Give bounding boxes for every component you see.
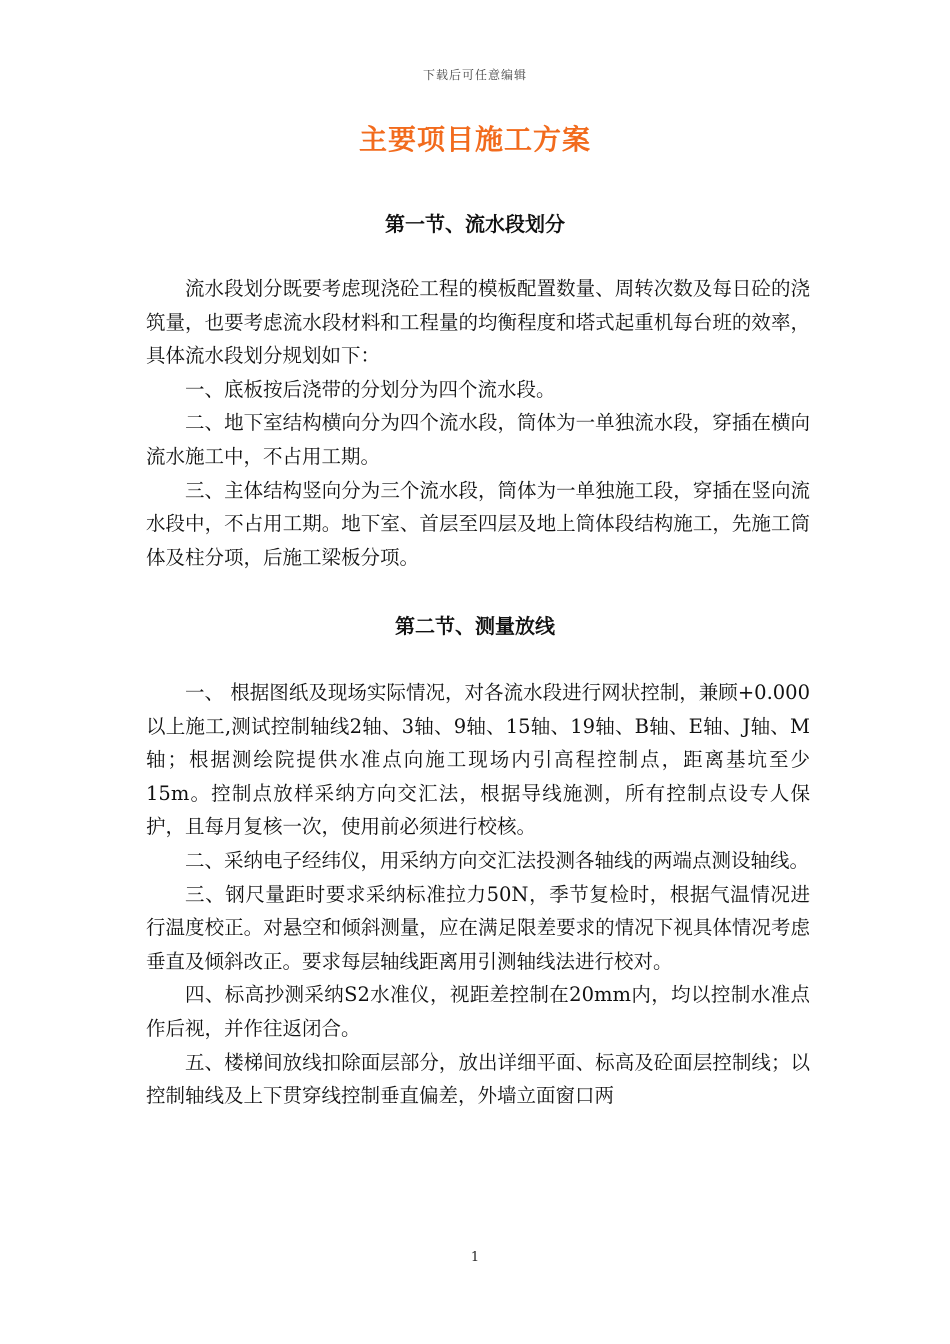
header-note: 下载后可任意编辑 xyxy=(422,68,527,82)
section-heading-1: 第一节、流水段划分 xyxy=(385,212,565,236)
page-number: 1 xyxy=(470,1250,480,1265)
paragraph: 三、钢尺量距时要求采纳标准拉力50N，季节复检时，根据气温情况进行温度校正。对悬空和倾斜测量，应在满足限差要求的情况下视具体情况考虑垂直及倾斜改正。要求每层轴线距离用引测轴线法进行校对。 xyxy=(146,882,810,973)
paragraph: 二、采纳电子经纬仪，用采纳方向交汇法投测各轴线的两端点测设轴线。 xyxy=(185,848,810,872)
paragraph: 五、楼梯间放线扣除面层部分，放出详细平面、标高及砼面层控制线；以控制轴线及上下贯穿线控制垂直偏差，外墙立面窗口两 xyxy=(146,1050,810,1108)
paragraph: 流水段划分既要考虑现浇砼工程的模板配置数量、周转次数及每日砼的浇筑量，也要考虑流水段材料和工程量的均衡程度和塔式起重机每台班的效率，具体流水段划分规划如下： xyxy=(146,277,810,368)
paragraph: 一、 根据图纸及现场实际情况，对各流水段进行网状控制，兼顾+0.000以上施工,测试控制轴线2轴、3轴、9轴、15轴、19轴、B轴、E轴、J轴、M轴；根据测绘院提供水准点向施工现场内引高程控制点，距离基坑至少15m。控制点放样采纳方向交汇法，根据导线施测，所有控制点设专人保护，且每月复核一次，使用前必须进行校核。 xyxy=(146,681,810,839)
section-body-2 xyxy=(146,676,810,1113)
document-title: 主要项目施工方案 xyxy=(358,123,591,156)
section-body-1 xyxy=(146,272,810,574)
paragraph: 一、底板按后浇带的分划分为四个流水段。 xyxy=(185,377,556,401)
paragraph: 三、主体结构竖向分为三个流水段，筒体为一单独施工段，穿插在竖向流水段中，不占用工期。地下室、首层至四层及地上筒体段结构施工，先施工筒体及柱分项，后施工梁板分项。 xyxy=(146,478,810,569)
section-heading-2: 第二节、测量放线 xyxy=(395,614,555,638)
paragraph: 四、标高抄测采纳S2水准仪，视距差控制在20mm内，均以控制水准点作后视，并作往返闭合。 xyxy=(146,983,810,1040)
paragraph: 二、地下室结构横向分为四个流水段，筒体为一单独流水段，穿插在横向流水施工中，不占用工期。 xyxy=(146,411,810,468)
